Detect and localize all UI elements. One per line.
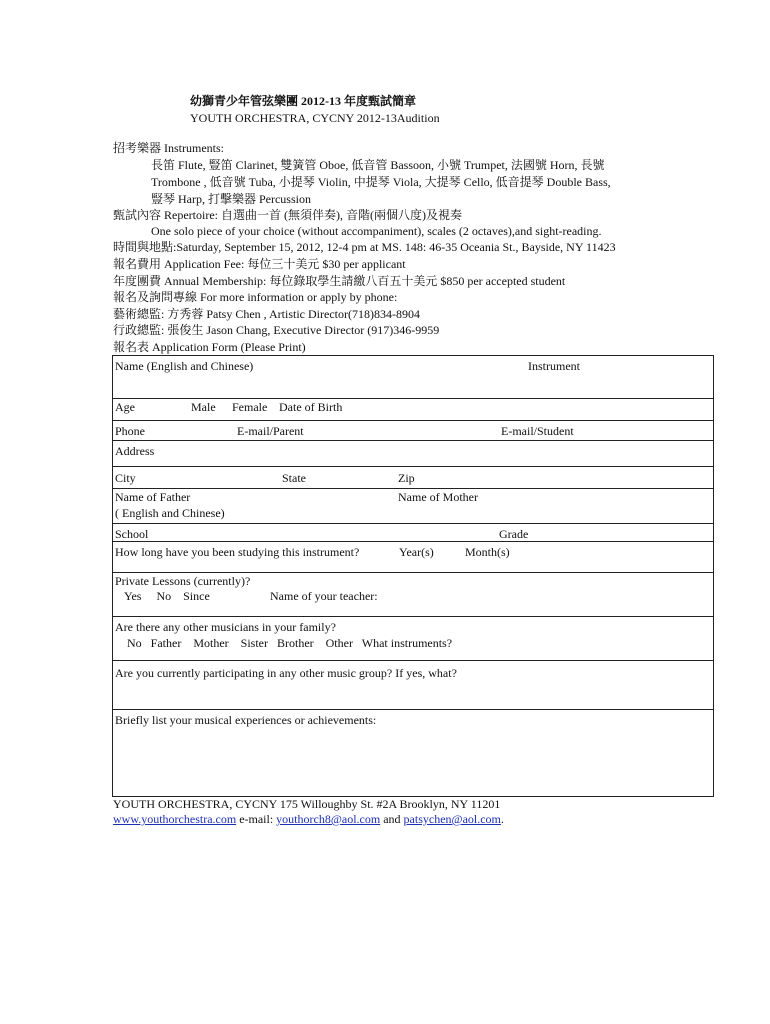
divider: [113, 616, 713, 617]
email-student-label: E-mail/Student: [501, 424, 574, 438]
executive-director: 行政總監: 張俊生 Jason Chang, Executive Director (917)346-9959: [113, 323, 440, 337]
divider: [113, 709, 713, 710]
artistic-director: 藝術總監: 方秀蓉 Patsy Chen , Artistic Director(718)834-8904: [113, 307, 420, 321]
email-parent-label: E-mail/Parent: [237, 424, 304, 438]
divider: [113, 440, 713, 441]
city-label: City: [115, 471, 136, 485]
email-link-youthorch[interactable]: youthorch8@aol.com: [276, 812, 381, 826]
divider: [113, 420, 713, 421]
form-heading: 報名表 Application Form (Please Print): [113, 340, 306, 354]
divider: [113, 541, 713, 542]
state-label: State: [282, 471, 306, 485]
instruments-line-1: 長笛 Flute, 豎笛 Clarinet, 雙簧管 Oboe, 低音管 Bassoon, 小號 Trumpet, 法國號 Horn, 長號: [151, 158, 605, 172]
repertoire-english: One solo piece of your choice (without accompaniment), scales (2 octaves),and sight-reading.: [151, 224, 602, 238]
email-link-patsychen[interactable]: patsychen@aol.com: [403, 812, 501, 826]
father-name-label: Name of Father: [115, 490, 191, 504]
mother-name-label: Name of Mother: [398, 490, 478, 504]
age-label: Age: [115, 400, 135, 414]
name-label: Name (English and Chinese): [115, 359, 254, 373]
instruments-line-2: Trombone , 低音號 Tuba, 小提琴 Violin, 中提琴 Viola, 大提琴 Cello, 低音提琴 Double Bass,: [151, 175, 611, 189]
divider: [113, 488, 713, 489]
instruments-line-3: 豎琴 Harp, 打擊樂器 Percussion: [151, 192, 311, 206]
teacher-name-label: Name of your teacher:: [270, 589, 378, 603]
footer-contact: [113, 812, 504, 826]
private-lessons-options[interactable]: Yes No Since: [124, 589, 210, 603]
grade-label: Grade: [499, 527, 529, 541]
divider: [113, 398, 713, 399]
male-option[interactable]: Male: [191, 400, 216, 414]
application-fee: 報名費用 Application Fee: 每位三十美元 $30 per applicant: [113, 257, 406, 271]
divider: [113, 572, 713, 573]
zip-label: Zip: [398, 471, 415, 485]
years-label: Year(s): [399, 545, 434, 559]
repertoire: 甄試內容 Repertoire: 自選曲一首 (無須伴奏), 音階(兩個八度)及視奏: [113, 208, 462, 222]
female-option[interactable]: Female: [232, 400, 268, 414]
private-lessons-label: Private Lessons (currently)?: [115, 574, 251, 588]
father-name-sublabel: ( English and Chinese): [115, 506, 225, 520]
time-place: 時間與地點:Saturday, September 15, 2012, 12-4 pm at MS. 148: 46-35 Oceania St., Bayside, NY 11423: [113, 240, 616, 254]
divider: [113, 660, 713, 661]
address-label: Address: [115, 444, 155, 458]
application-form: [112, 355, 714, 797]
experiences-label: Briefly list your musical experiences or achievements:: [115, 713, 377, 727]
website-link[interactable]: www.youthorchestra.com: [113, 812, 237, 826]
phone-label: Phone: [115, 424, 145, 438]
contact-heading: 報名及詢問專線 For more information or apply by phone:: [113, 290, 398, 304]
title-english: YOUTH ORCHESTRA, CYCNY 2012-13Audition: [190, 111, 440, 125]
footer-address: YOUTH ORCHESTRA, CYCNY 175 Willoughby St. #2A Brooklyn, NY 11201: [113, 797, 501, 811]
music-group-label: Are you currently participating in any other music group? If yes, what?: [115, 666, 457, 680]
instrument-label: Instrument: [528, 359, 580, 373]
date-of-birth-label: Date of Birth: [279, 400, 343, 414]
family-musicians-options[interactable]: No Father Mother Sister Brother Other What instruments?: [127, 636, 453, 650]
divider: [113, 466, 713, 467]
divider: [113, 523, 713, 524]
email-prefix: e-mail:: [236, 812, 277, 826]
instruments-heading: 招考樂器 Instruments:: [113, 141, 224, 155]
family-musicians-label: Are there any other musicians in your family?: [115, 620, 336, 634]
title-chinese: 幼獅青少年管弦樂團 2012-13 年度甄試簡章: [190, 94, 416, 108]
and-text: and: [380, 812, 404, 826]
study-duration-label: How long have you been studying this instrument?: [115, 545, 360, 559]
months-label: Month(s): [465, 545, 510, 559]
period: .: [500, 812, 504, 826]
annual-membership: 年度團費 Annual Membership: 每位錄取學生請繳八百五十美元 $850 per accepted student: [113, 274, 566, 288]
school-label: School: [115, 527, 149, 541]
